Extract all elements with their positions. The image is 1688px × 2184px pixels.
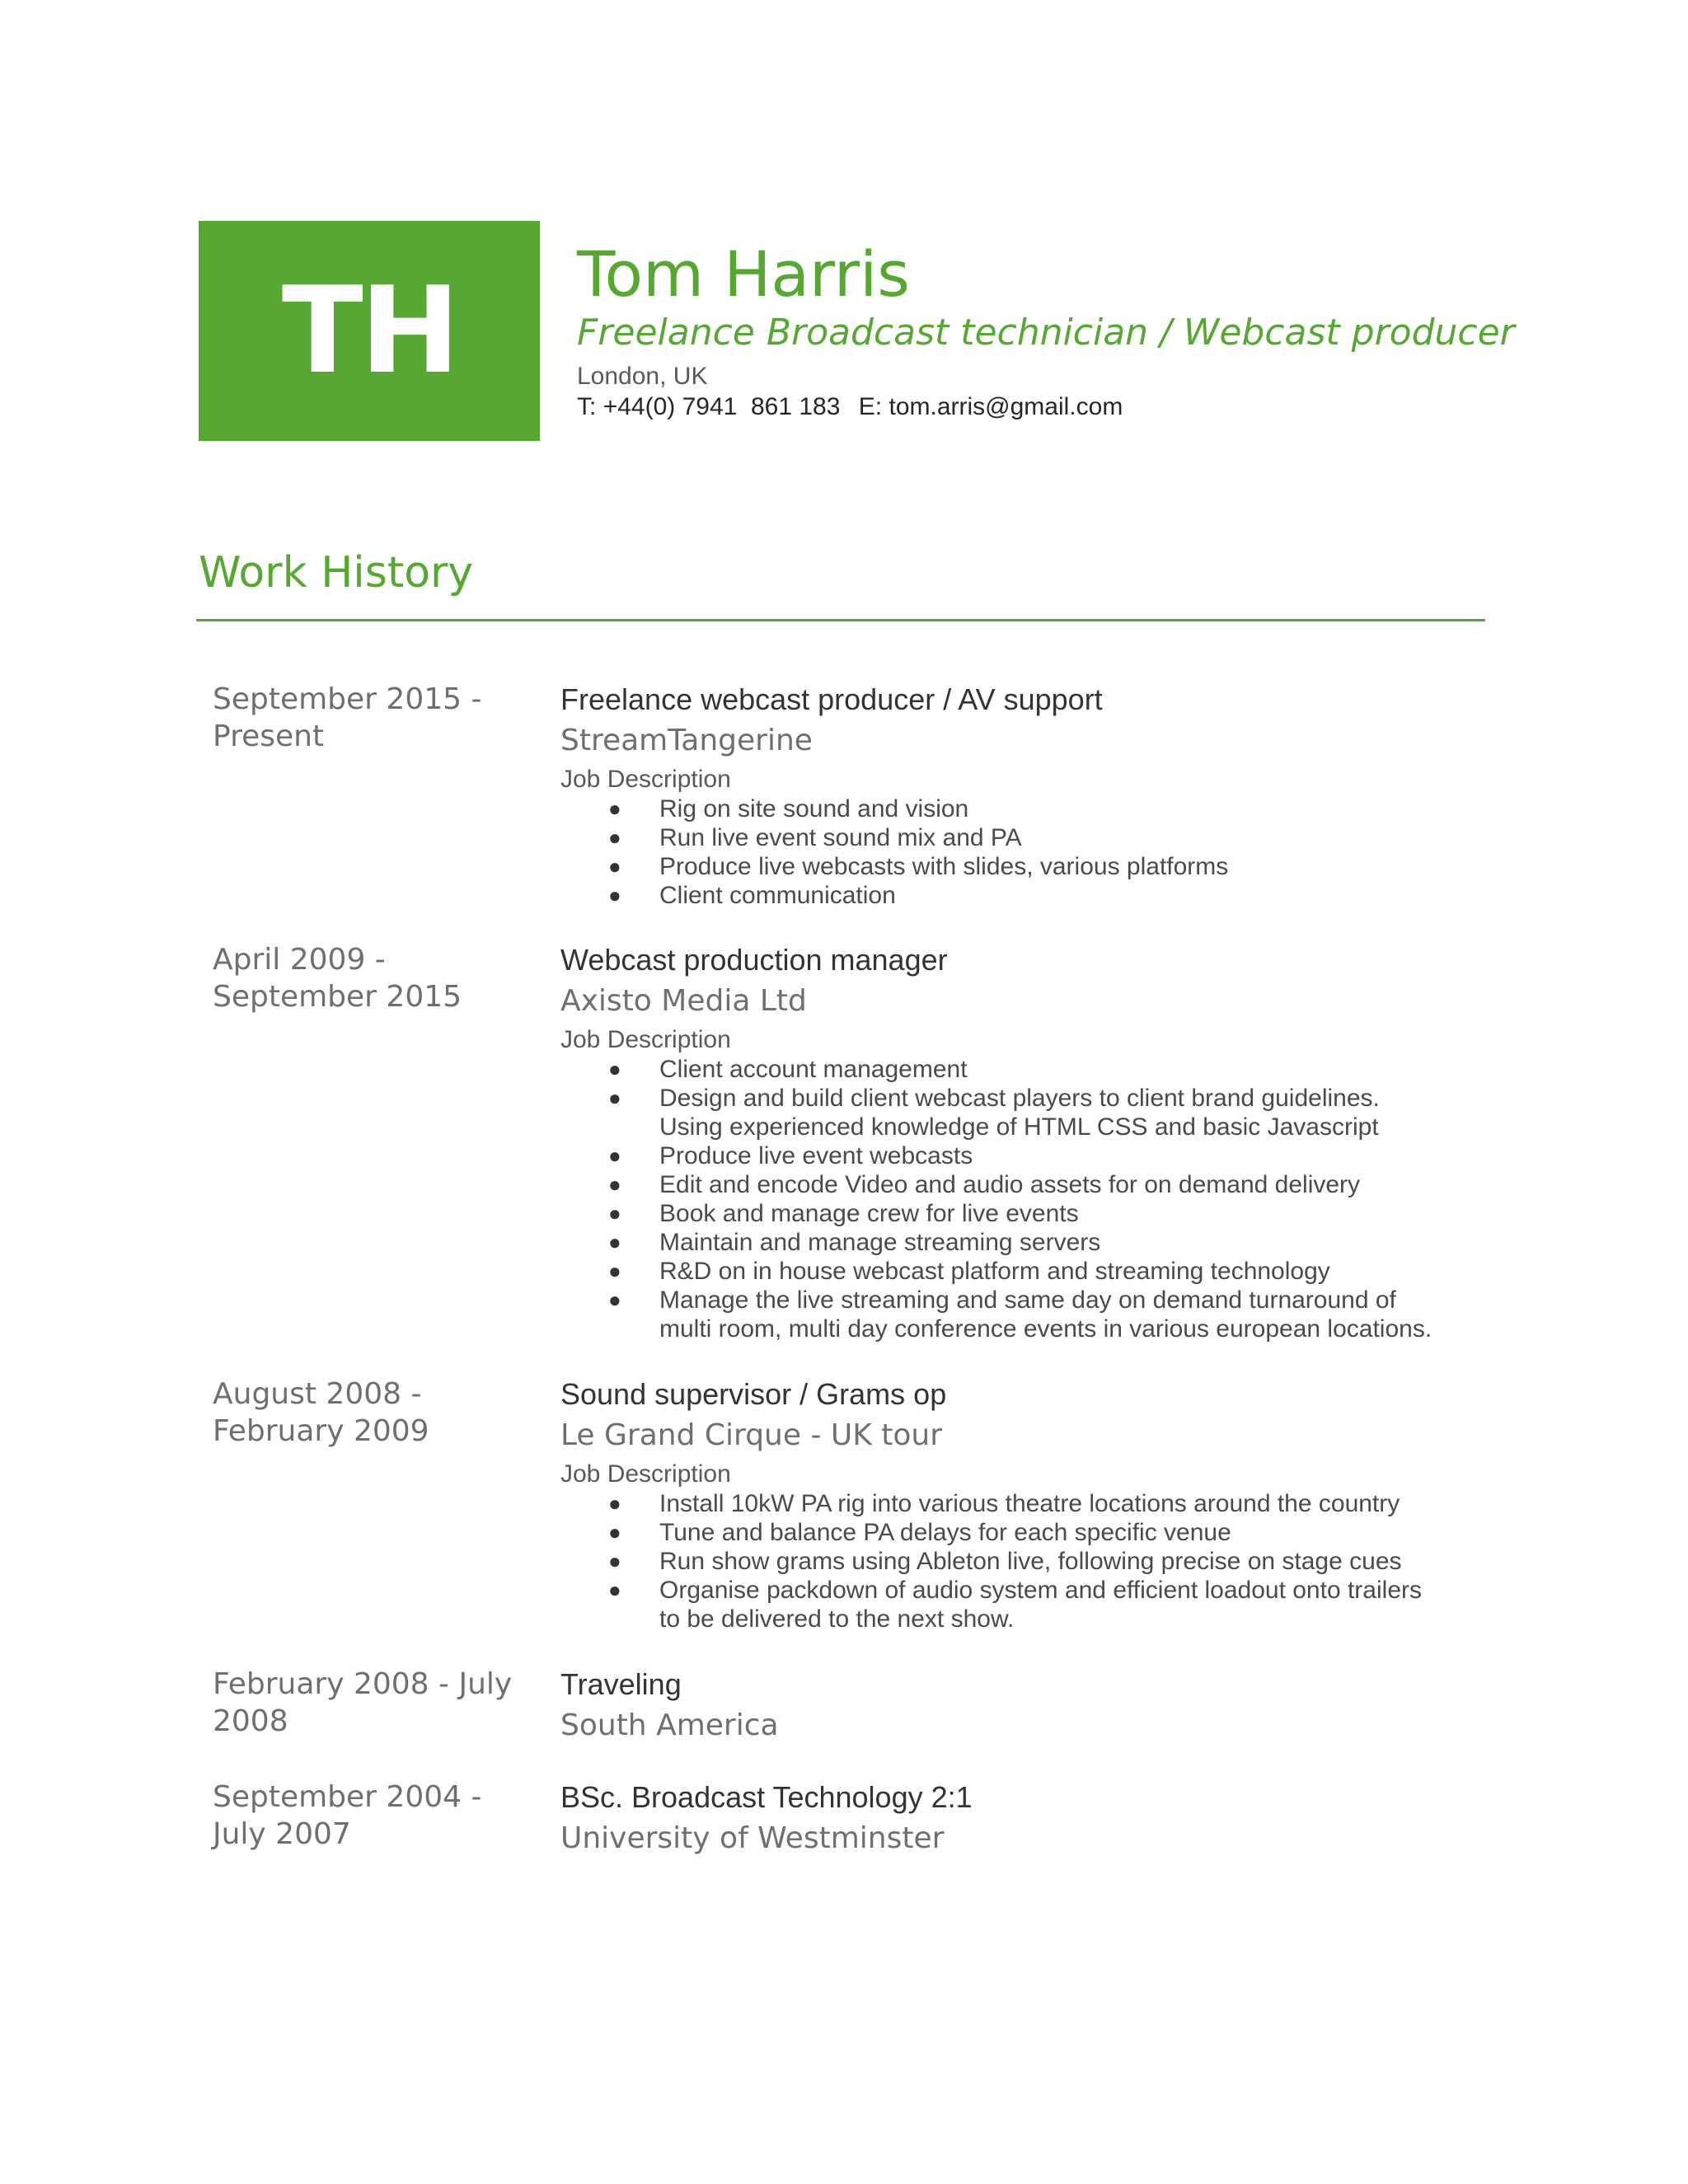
entry-date-line2: September 2015 bbox=[213, 980, 462, 1014]
entry-details bbox=[560, 941, 1517, 1343]
list-item bbox=[560, 1576, 1517, 1605]
bullet-icon: ● bbox=[608, 1057, 621, 1081]
email-address: tom.arris@gmail.com bbox=[889, 393, 1123, 420]
duty-text: to be delivered to the next show. bbox=[659, 1605, 1015, 1633]
duty-text: Run live event sound mix and PA bbox=[659, 824, 1022, 851]
entry-details bbox=[560, 1779, 1517, 1861]
entry-date bbox=[213, 1376, 526, 1450]
phone-number: +44(0) 7941 861 183 bbox=[603, 393, 841, 420]
entry-date-line2: Present bbox=[213, 719, 325, 753]
bullet-icon: ● bbox=[608, 796, 621, 821]
bullet-icon: ● bbox=[608, 1577, 621, 1602]
duty-text: Install 10kW PA rig into various theatre locations around the country bbox=[659, 1490, 1400, 1517]
job-description-label: Job Description bbox=[560, 766, 731, 793]
entry-date-line1: September 2015 - bbox=[213, 682, 482, 716]
duty-text: Organise packdown of audio system and efficient loadout onto trailers bbox=[659, 1577, 1422, 1604]
duty-text: Tune and balance PA delays for each specific venue bbox=[659, 1519, 1231, 1546]
bullet-icon: ● bbox=[608, 1549, 621, 1573]
job-duties-list bbox=[560, 794, 1517, 910]
list-item-continuation bbox=[560, 1315, 1517, 1343]
bullet-icon: ● bbox=[608, 825, 621, 850]
section-divider bbox=[196, 619, 1485, 621]
bullet-icon: ● bbox=[608, 883, 621, 907]
list-item bbox=[560, 1141, 1517, 1170]
candidate-title: Freelance Broadcast technician / Webcast producer bbox=[577, 312, 1515, 354]
entry-role: BSc. Broadcast Technology 2:1 bbox=[560, 1780, 973, 1814]
entry-details bbox=[560, 1666, 1517, 1748]
list-item-continuation bbox=[560, 1605, 1517, 1633]
duty-text: Design and build client webcast players to client brand guidelines. bbox=[659, 1085, 1380, 1112]
entry-company: South America bbox=[560, 1708, 779, 1742]
duty-text: Edit and encode Video and audio assets for on demand delivery bbox=[659, 1171, 1361, 1198]
entry-date bbox=[213, 1666, 526, 1740]
list-item bbox=[560, 794, 1517, 823]
bullet-icon: ● bbox=[608, 1172, 621, 1197]
list-item bbox=[560, 1228, 1517, 1257]
duty-text: multi room, multi day conference events in various european locations. bbox=[659, 1315, 1432, 1343]
job-duties-list bbox=[560, 1055, 1517, 1343]
duty-text: Rig on site sound and vision bbox=[659, 795, 969, 823]
entry-details bbox=[560, 681, 1517, 910]
list-item-continuation bbox=[560, 1113, 1517, 1141]
duty-text: Produce live event webcasts bbox=[659, 1142, 973, 1169]
entry-role: Traveling bbox=[560, 1667, 682, 1701]
entry-date-line1: February 2008 - July bbox=[213, 1667, 513, 1701]
job-description-label: Job Description bbox=[560, 1026, 731, 1053]
entry-date-line2: February 2009 bbox=[213, 1414, 429, 1448]
duty-text: Client account management bbox=[659, 1056, 968, 1083]
list-item bbox=[560, 1257, 1517, 1286]
bullet-icon: ● bbox=[608, 1520, 621, 1544]
list-item bbox=[560, 1170, 1517, 1199]
resume-header bbox=[577, 239, 1566, 422]
list-item bbox=[560, 1489, 1517, 1518]
bullet-icon: ● bbox=[608, 1491, 621, 1516]
entry-company: University of Westminster bbox=[560, 1821, 945, 1855]
job-description-label: Job Description bbox=[560, 1460, 731, 1488]
monogram-text: TH bbox=[281, 261, 457, 401]
contact-line bbox=[577, 392, 1566, 422]
duty-text: Manage the live streaming and same day on demand turnaround of bbox=[659, 1286, 1396, 1314]
duty-text: Run show grams using Ableton live, following precise on stage cues bbox=[659, 1548, 1402, 1575]
list-item bbox=[560, 1055, 1517, 1084]
list-item bbox=[560, 823, 1517, 852]
phone-label: T: bbox=[577, 393, 597, 420]
bullet-icon: ● bbox=[608, 1201, 621, 1226]
candidate-name: Tom Harris bbox=[577, 237, 910, 311]
entry-date-line1: April 2009 - bbox=[213, 943, 386, 977]
entry-date bbox=[213, 941, 526, 1015]
duty-text: R&D on in house webcast platform and streaming technology bbox=[659, 1258, 1330, 1285]
bullet-icon: ● bbox=[608, 1085, 621, 1110]
list-item bbox=[560, 1547, 1517, 1576]
bullet-icon: ● bbox=[608, 854, 621, 879]
job-duties-list bbox=[560, 1489, 1517, 1633]
list-item bbox=[560, 1286, 1517, 1315]
entry-company: StreamTangerine bbox=[560, 724, 813, 757]
entry-details bbox=[560, 1376, 1517, 1633]
entry-date-line2: 2008 bbox=[213, 1704, 288, 1738]
list-item bbox=[560, 1518, 1517, 1547]
entry-date bbox=[213, 681, 526, 755]
bullet-icon: ● bbox=[608, 1258, 621, 1283]
duty-text: Client communication bbox=[659, 882, 896, 909]
list-item bbox=[560, 881, 1517, 910]
duty-text: Produce live webcasts with slides, various platforms bbox=[659, 853, 1229, 880]
candidate-location: London, UK bbox=[577, 363, 708, 390]
bullet-icon: ● bbox=[608, 1287, 621, 1312]
work-history-heading: Work History bbox=[199, 548, 474, 598]
monogram-logo bbox=[199, 221, 540, 441]
entry-role: Freelance webcast producer / AV support bbox=[560, 682, 1103, 716]
entry-date-line1: September 2004 - bbox=[213, 1780, 482, 1814]
bullet-icon: ● bbox=[608, 1143, 621, 1168]
email-label: E: bbox=[858, 393, 883, 420]
list-item bbox=[560, 852, 1517, 881]
entry-company: Le Grand Cirque - UK tour bbox=[560, 1418, 943, 1452]
list-item bbox=[560, 1084, 1517, 1113]
bullet-icon: ● bbox=[608, 1230, 621, 1254]
entry-date bbox=[213, 1779, 526, 1853]
entry-company: Axisto Media Ltd bbox=[560, 984, 807, 1018]
entry-date-line2: July 2007 bbox=[213, 1817, 351, 1851]
duty-text: Book and manage crew for live events bbox=[659, 1200, 1079, 1227]
entry-date-line1: August 2008 - bbox=[213, 1377, 422, 1411]
duty-text: Using experienced knowledge of HTML CSS and basic Javascript bbox=[659, 1113, 1379, 1141]
duty-text: Maintain and manage streaming servers bbox=[659, 1229, 1101, 1256]
entry-role: Sound supervisor / Grams op bbox=[560, 1377, 947, 1411]
entry-role: Webcast production manager bbox=[560, 943, 948, 977]
list-item bbox=[560, 1199, 1517, 1228]
